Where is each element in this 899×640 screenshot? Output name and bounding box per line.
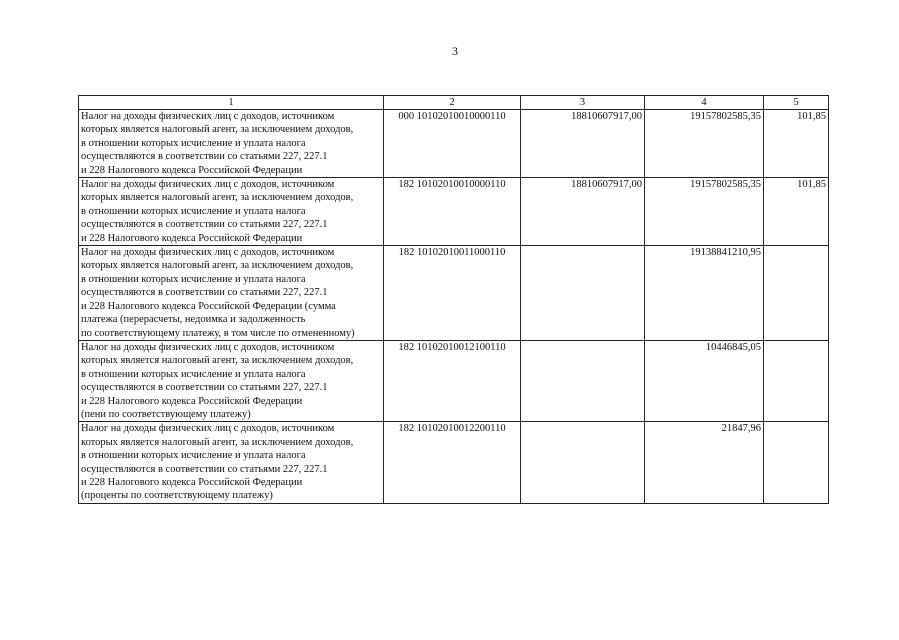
row-name-line: которых является налоговый агент, за исключением доходов, <box>81 124 354 136</box>
row-name <box>79 340 384 421</box>
row-col4-value: 10446845,05 <box>645 340 764 421</box>
header-col-2: 2 <box>384 96 521 110</box>
row-code: 182 10102010010000110 <box>384 178 521 246</box>
row-name-line: и 228 Налогового кодекса Российской Федерации <box>81 232 303 244</box>
row-name-line: в отношении которых исчисление и уплата налога <box>81 137 306 149</box>
row-name-line: и 228 Налогового кодекса Российской Федерации (сумма <box>81 300 336 312</box>
table-header <box>79 96 829 110</box>
row-col3-value <box>521 340 645 421</box>
header-col-5: 5 <box>764 96 829 110</box>
row-name-line: и 228 Налогового кодекса Российской Федерации <box>81 476 303 488</box>
row-name-line: осуществляются в соответствии со статьями 227, 227.1 <box>81 219 328 231</box>
row-name-line: платежа (перерасчеты, недоимка и задолженность <box>81 314 306 326</box>
header-col-1: 1 <box>79 96 384 110</box>
row-name-line: которых является налоговый агент, за исключением доходов, <box>81 260 354 272</box>
row-code: 182 10102010012100110 <box>384 340 521 421</box>
row-code: 000 10102010010000110 <box>384 110 521 178</box>
row-name-line: и 228 Налогового кодекса Российской Федерации <box>81 164 303 176</box>
row-code: 182 10102010011000110 <box>384 246 521 341</box>
row-name-line: Налог на доходы физических лиц с доходов, источником <box>81 341 335 353</box>
row-name-line: в отношении которых исчисление и уплата налога <box>81 205 306 217</box>
row-name-line: по соответствующему платежу, в том числе по отмененному) <box>81 327 355 339</box>
table-row <box>79 110 829 178</box>
row-col4-value: 19138841210,95 <box>645 246 764 341</box>
row-col4-value: 19157802585,35 <box>645 110 764 178</box>
row-name <box>79 110 384 178</box>
row-name-line: осуществляются в соответствии со статьями 227, 227.1 <box>81 151 328 163</box>
row-col3-value: 18810607917,00 <box>521 110 645 178</box>
row-col3-value <box>521 246 645 341</box>
header-col-3: 3 <box>521 96 645 110</box>
budget-table <box>78 95 829 504</box>
row-code: 182 10102010012200110 <box>384 422 521 503</box>
row-name <box>79 246 384 341</box>
row-name-line: которых является налоговый агент, за исключением доходов, <box>81 355 354 367</box>
header-row <box>79 96 829 110</box>
table-row <box>79 422 829 503</box>
row-name-line: в отношении которых исчисление и уплата налога <box>81 450 306 462</box>
page-number: 3 <box>452 44 458 58</box>
table-row <box>79 246 829 341</box>
row-col3-value: 18810607917,00 <box>521 178 645 246</box>
row-col5-value <box>764 422 829 503</box>
row-name <box>79 178 384 246</box>
row-name-line: в отношении которых исчисление и уплата налога <box>81 273 306 285</box>
row-col4-value: 21847,96 <box>645 422 764 503</box>
row-name-line: осуществляются в соответствии со статьями 227, 227.1 <box>81 463 328 475</box>
row-name-line: в отношении которых исчисление и уплата налога <box>81 368 306 380</box>
row-col3-value <box>521 422 645 503</box>
row-name-line: Налог на доходы физических лиц с доходов, источником <box>81 111 335 122</box>
row-name-line: (пени по соответствующему платежу) <box>81 408 251 420</box>
row-col5-value: 101,85 <box>764 110 829 178</box>
row-name-line: и 228 Налогового кодекса Российской Федерации <box>81 395 303 407</box>
row-col5-value <box>764 246 829 341</box>
row-col5-value: 101,85 <box>764 178 829 246</box>
row-name-line: осуществляются в соответствии со статьями 227, 227.1 <box>81 287 328 299</box>
row-name-line: Налог на доходы физических лиц с доходов, источником <box>81 247 335 259</box>
row-name-line: которых является налоговый агент, за исключением доходов, <box>81 192 354 204</box>
row-name-line: которых является налоговый агент, за исключением доходов, <box>81 436 354 448</box>
table-row <box>79 340 829 421</box>
row-col5-value <box>764 340 829 421</box>
row-name-line: осуществляются в соответствии со статьями 227, 227.1 <box>81 382 328 394</box>
row-name-line: Налог на доходы физических лиц с доходов, источником <box>81 423 335 435</box>
table-body <box>79 110 829 504</box>
row-col4-value: 19157802585,35 <box>645 178 764 246</box>
row-name <box>79 422 384 503</box>
table-row <box>79 178 829 246</box>
row-name-line: (проценты по соответствующему платежу) <box>81 490 273 502</box>
row-name-line: Налог на доходы физических лиц с доходов, источником <box>81 179 335 191</box>
header-col-4: 4 <box>645 96 764 110</box>
